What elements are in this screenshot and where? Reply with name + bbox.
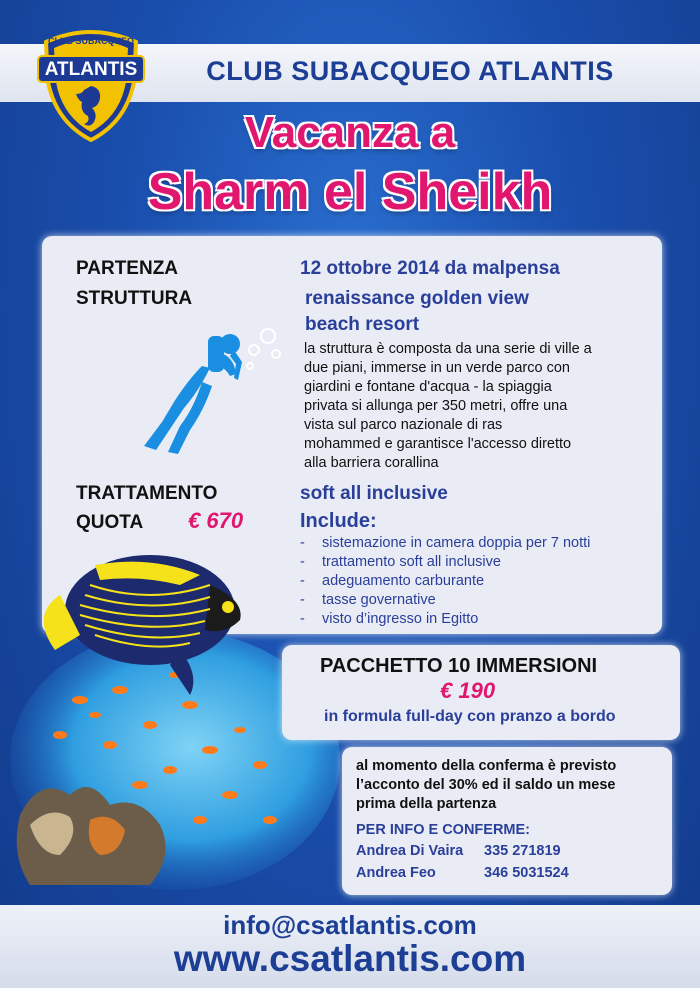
contact-phone-1: 335 271819	[484, 843, 561, 859]
title-line-2: Sharm el Sheikh	[147, 163, 553, 221]
struttura-label: STRUTTURA	[76, 288, 193, 309]
package-note: in formula full-day con pranzo a bordo	[324, 708, 616, 725]
partenza-label: PARTENZA	[76, 258, 179, 279]
trattamento-value: soft all inclusive	[300, 483, 448, 504]
struttura-description: la struttura è composta da una serie di ville a due piani, immerse in un verde parco con giardini e fontane d'acqua - la spiaggia privata si allunga per 350 metri, offre una vista sul parco nazionale di ras mohammed e garantisce l'accesso diretto alla barriera corallina	[304, 341, 592, 471]
contact-phone-2: 346 5031524	[484, 865, 569, 881]
quota-label: QUOTA	[76, 512, 144, 533]
contact-name-2: Andrea Feo	[356, 865, 436, 881]
website-link[interactable]: www.csatlantis.com	[173, 938, 527, 979]
club-name: CLUB SUBACQUEO ATLANTIS	[206, 56, 614, 86]
struttura-name-1: renaissance golden view	[305, 288, 529, 309]
email-link[interactable]: info@csatlantis.com	[223, 910, 477, 940]
quota-price: € 670	[188, 508, 244, 533]
payment-info: al momento della conferma è previsto l’acconto del 30% ed il saldo un mese prima della partenza	[356, 758, 617, 812]
list-item: - adeguamento carburante	[300, 572, 590, 591]
list-item: - visto d’ingresso in Egitto	[300, 610, 590, 629]
logo-top-text: CLUB SUBACQUEO	[47, 36, 135, 46]
logo-main-text: ATLANTIS	[44, 59, 138, 80]
partenza-value: 12 ottobre 2014 da malpensa	[300, 258, 560, 279]
diver-icon	[138, 322, 288, 462]
include-label: Include:	[300, 510, 377, 532]
package-title: PACCHETTO 10 IMMERSIONI	[320, 655, 598, 677]
title-line-1: Vacanza a	[244, 108, 456, 157]
package-price: € 190	[440, 678, 496, 703]
trattamento-label: TRATTAMENTO	[76, 483, 218, 504]
list-item: - tasse governative	[300, 591, 590, 610]
list-item: - trattamento soft all inclusive	[300, 553, 590, 572]
contact-title: PER INFO E CONFERME:	[356, 822, 531, 838]
list-item: - sistemazione in camera doppia per 7 notti	[300, 534, 590, 553]
struttura-name-2: beach resort	[305, 314, 420, 335]
contact-name-1: Andrea Di Vaira	[356, 843, 464, 859]
